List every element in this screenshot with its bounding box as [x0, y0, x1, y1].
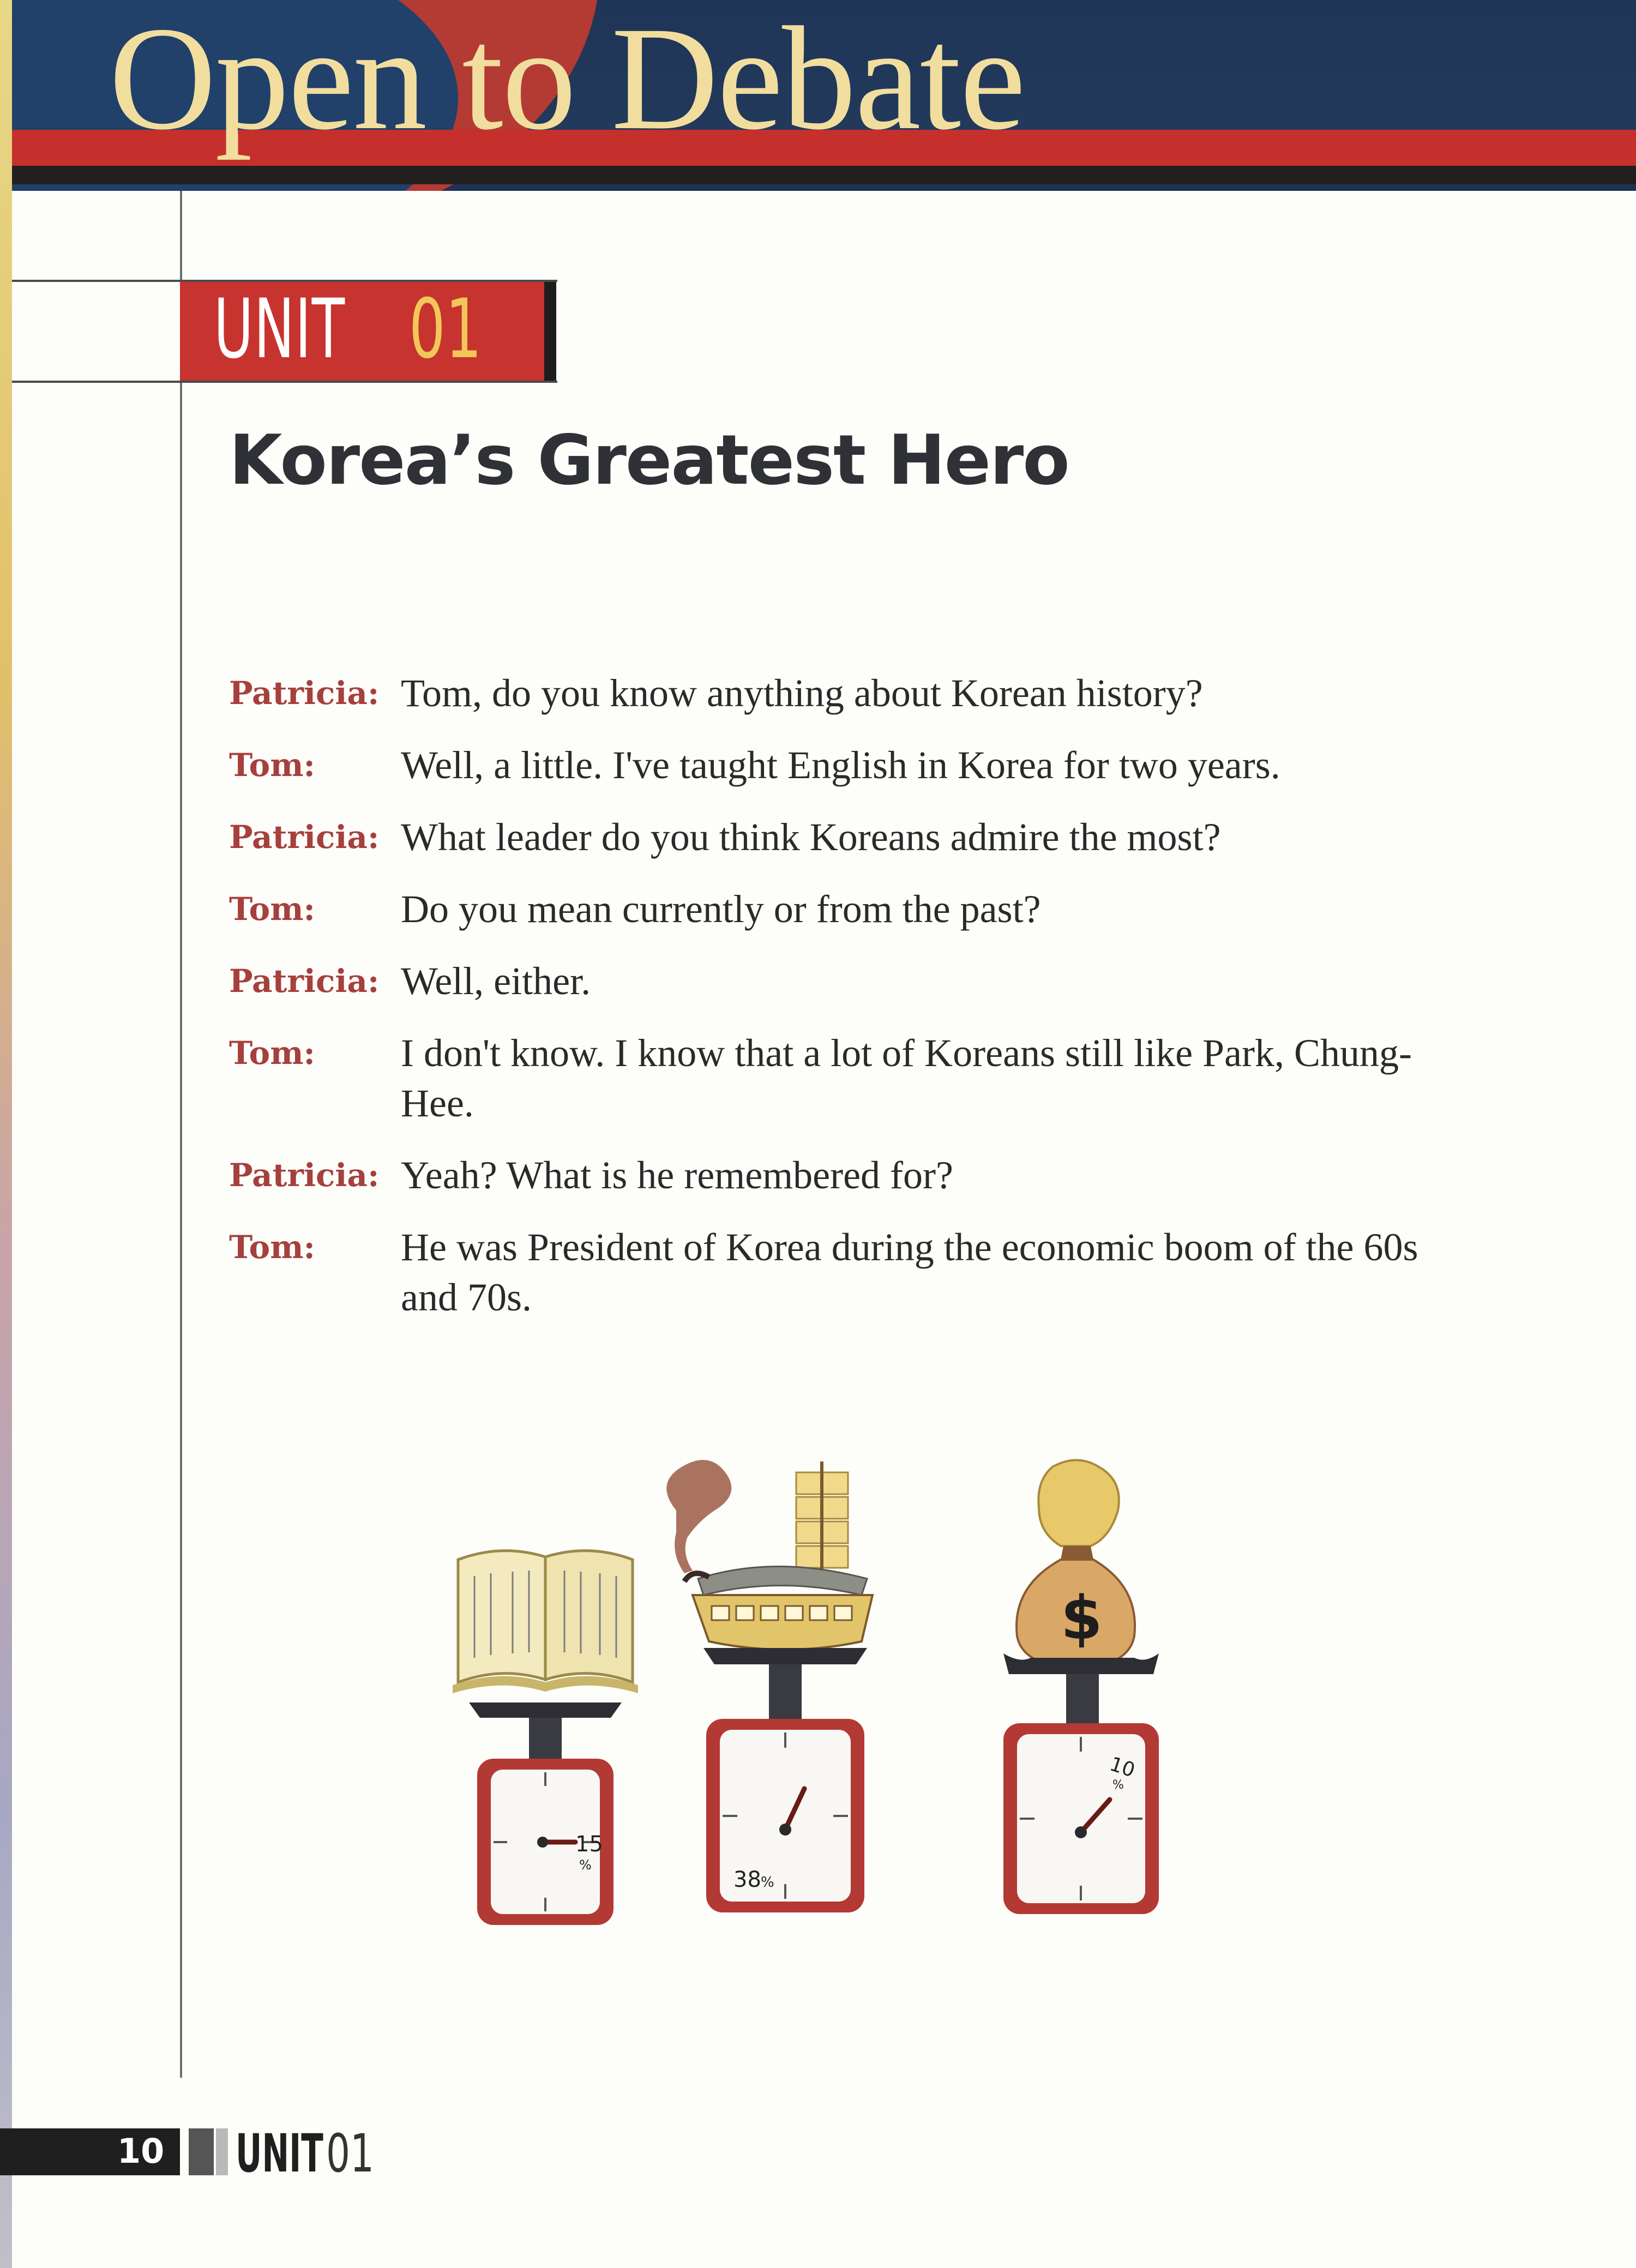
dialogue-line	[229, 668, 1429, 718]
footer-unit-number: 01	[326, 2123, 374, 2184]
dialogue-line	[229, 812, 1429, 862]
scale-2-unit: %	[761, 1874, 774, 1891]
header-banner	[0, 0, 1636, 191]
scale-1-reading: 15	[575, 1832, 603, 1857]
bag-dollar-sign: $	[1061, 1583, 1103, 1653]
speaker-name: Tom:	[229, 891, 315, 928]
money-bag-icon	[1017, 1460, 1135, 1669]
speaker-name: Patricia:	[229, 819, 380, 856]
speaker-name: Tom:	[229, 747, 315, 784]
lesson-title: Korea’s Greatest Hero	[229, 420, 1069, 500]
speaker-name: Patricia:	[229, 1157, 380, 1194]
utterance: Well, either.	[401, 959, 591, 1003]
utterance: Yeah? What is he remembered for?	[401, 1153, 953, 1197]
unit-badge-end-block	[544, 282, 556, 381]
dialogue-line	[229, 1150, 1429, 1200]
speaker-name: Tom:	[229, 1229, 315, 1266]
scale-3-reading: 10	[1106, 1753, 1138, 1782]
dialogue-line	[229, 1028, 1429, 1128]
unit-number: 01	[409, 282, 482, 377]
scale-1-unit: %	[579, 1857, 592, 1873]
scale-3-unit: %	[1112, 1778, 1124, 1792]
unit-label: UNIT	[214, 282, 346, 377]
page-edge-strip	[0, 0, 12, 2268]
dialogue	[229, 668, 1429, 1344]
utterance: He was President of Korea during the economic boom of the 60s and 70s.	[401, 1225, 1418, 1319]
speaker-name: Patricia:	[229, 675, 380, 712]
header-dark-stripe	[0, 166, 1636, 184]
page-number: 10	[117, 2131, 165, 2171]
utterance: I don't know. I know that a lot of Koreans still like Park, Chung-Hee.	[401, 1031, 1412, 1125]
book-icon	[453, 1551, 638, 1693]
scale-book	[453, 1551, 638, 1925]
speaker-name: Patricia:	[229, 962, 380, 1000]
utterance: Well, a little. I've taught English in Korea for two years.	[401, 743, 1280, 787]
utterance: Do you mean currently or from the past?	[401, 887, 1041, 931]
unit-bottom-rule	[12, 381, 557, 383]
footer-mark-light	[216, 2128, 228, 2175]
utterance: What leader do you think Koreans admire the most?	[401, 815, 1221, 859]
scale-ship	[666, 1460, 873, 1912]
dialogue-line	[229, 956, 1429, 1006]
unit-badge	[180, 282, 556, 381]
margin-vertical-rule	[180, 191, 182, 2078]
footer-unit-label: UNIT	[236, 2123, 323, 2184]
scales-illustration	[436, 1451, 1227, 1941]
scale-money	[1003, 1460, 1159, 1915]
series-title: Open to Debate	[109, 0, 1025, 160]
utterance: Tom, do you know anything about Korean history?	[401, 671, 1203, 715]
turtle-ship-icon	[666, 1460, 873, 1650]
scale-2-reading: 38	[733, 1867, 761, 1892]
dialogue-line	[229, 1222, 1429, 1322]
footer-mark	[189, 2128, 214, 2175]
speaker-name: Tom:	[229, 1034, 315, 1072]
dialogue-line	[229, 884, 1429, 934]
dialogue-line	[229, 740, 1429, 790]
